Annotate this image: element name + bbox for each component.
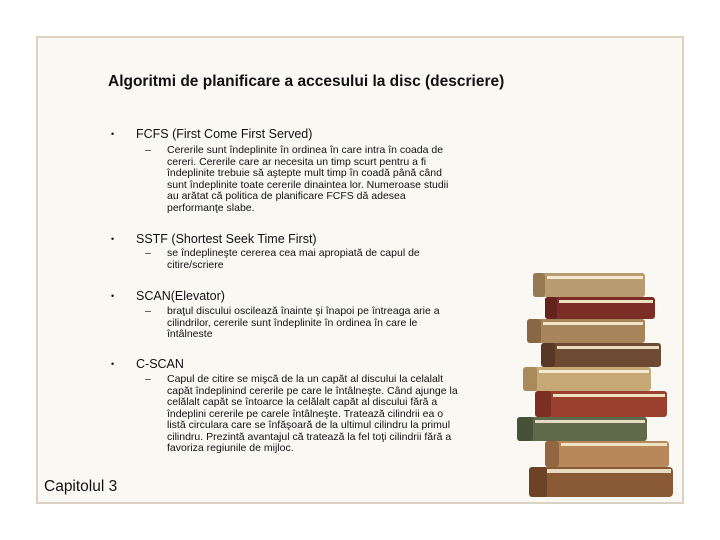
text-line: performanţe slabe. — [167, 201, 255, 214]
bullet-marker: • — [111, 129, 115, 139]
bullet-label: C-SCAN — [136, 357, 184, 371]
sub-marker: – — [145, 305, 151, 317]
text-line: se îndeplineşte cererea cea mai apropiată de capul de — [167, 247, 420, 259]
slide-title: Algoritmi de planificare a accesului la disc (descriere) — [108, 73, 505, 90]
text-line: cereri. Cererile care ar necesita un timp scurt pentru a fi — [167, 155, 427, 168]
sub-text — [167, 374, 525, 455]
bullet-label: FCFS (First Come First Served) — [136, 127, 313, 141]
stack-of-books-image — [505, 255, 685, 503]
text-line: îndeplinite trebuie să aştepte mult timp în coadă până când — [167, 167, 442, 179]
bullet-marker: • — [111, 234, 115, 244]
text-line: îndeplini cererile pe carele întâlneşte. Tratează cilindrii ea o — [167, 407, 444, 420]
sub-text — [167, 306, 525, 341]
sub-text — [167, 145, 525, 214]
text-line: braţul discului oscilează înainte şi înapoi pe întreaga arie a — [167, 305, 440, 317]
text-line: au arătat că politica de planificare FCFS dă adesea — [167, 190, 406, 202]
text-line: Capul de citire se mişcă de la un capăt al discului la celalalt — [167, 373, 444, 385]
text-line: favoriza regiunile de mijloc. — [167, 442, 294, 454]
text-line: cilindru. Prezintă avantajul că tratează la fel toţi cilindrii fără a — [167, 430, 452, 443]
sub-marker: – — [145, 247, 151, 259]
text-line: Cererile sunt îndeplinite în ordinea în care intra în coada de — [167, 144, 444, 156]
bullet-marker: • — [111, 291, 115, 301]
text-line: sunt îndeplinite toate cererile dinaintea lor. Numeroase studii — [167, 178, 449, 191]
text-line: citire/scriere — [167, 258, 224, 271]
bullet-label: SSTF (Shortest Seek Time First) — [136, 232, 317, 246]
sub-marker: – — [145, 144, 151, 156]
text-line: întâlneste — [167, 328, 213, 340]
sub-marker: – — [145, 373, 151, 385]
text-line: celălalt capăt se întoarce la celălalt capăt al discului fără a — [167, 396, 438, 408]
text-line: cilindrilor, cererile sunt îndeplinite în ordinea în care le — [167, 316, 418, 329]
bullet-marker: • — [111, 359, 115, 369]
chapter-label: Capitolul 3 — [44, 478, 118, 495]
text-line: capăt îndeplinind cererile pe care le întâlneşte. Când ajunge la — [167, 384, 458, 397]
text-line: listă circulara care se înfăşoară de la ultimul cilindru la primul — [167, 419, 451, 431]
sub-text — [167, 248, 525, 271]
bullet-label: SCAN(Elevator) — [136, 289, 225, 303]
